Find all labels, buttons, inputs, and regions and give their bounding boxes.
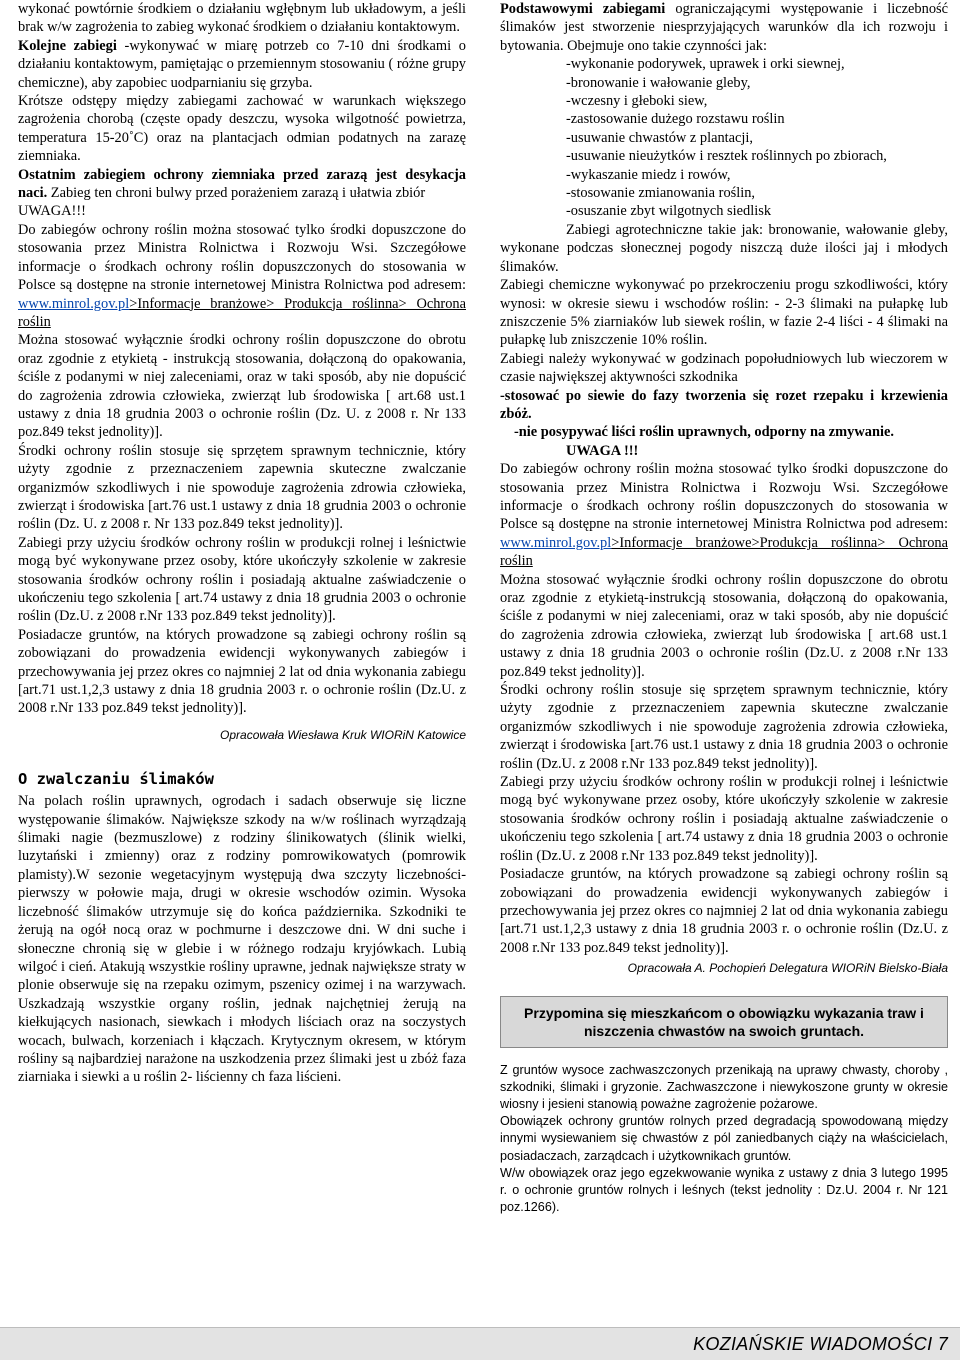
paragraph: [500, 460, 948, 570]
paragraph: Można stosować wyłącznie środki ochrony roślin dopuszczone do obrotu oraz zgodnie z etykietą - instrukcją stosowania, dołączoną do opakowania, ściśle z podanymi w niej zaleceniami, oraz w taki sposób, aby nie dopuścić do zagrożenia zdrowia człowieka, zwierząt lub środowiska [ art.68 ust.1 ustawy z dnia 18 grudnia 2003 o ochronie roślin (Dz. U. z 2008 r. Nr 133 poz.849 tekst jednolity)].: [18, 332, 466, 441]
right-column: [500, 0, 948, 1216]
left-column: [18, 0, 466, 1087]
list-item: -usuwanie nieużytków i resztek roślinnych po zbiorach,: [566, 148, 887, 165]
signature: Opracowała A. Pochopień Delegatura WIORiN Bielsko-Biała: [627, 961, 948, 976]
text: Zabieg ten chroni bulwy przed porażeniem zarazą i ułatwia zbiór: [47, 185, 426, 202]
section-title: O zwalczaniu ślimaków: [18, 770, 214, 789]
bold-instruction: -nie posypywać liści roślin uprawnych, odporny na zmywanie.: [514, 424, 894, 441]
path-text: >Informacje branżowe>Produkcja roślinna> Ochrona roślin: [500, 534, 948, 570]
paragraph: [18, 37, 466, 92]
paragraph: Zabiegi agrotechniczne takie jak: bronowanie, wałowanie gleby, wykonane podczas słonecznej pogody niszczą duże ilości jaj i młodych ślimaków.: [500, 221, 948, 275]
notice-paragraph: W/w obowiązek oraz jego egzekwowanie wynika z ustawy z dnia 3 lutego 1995 r. o ochronie gruntów rolnych i leśnych (tekst jednolity : Dz.U. 2004 r. Nr 121 poz.1266).: [500, 1165, 948, 1215]
list-item: -osuszanie zbyt wilgotnych siedlisk: [566, 203, 772, 220]
minrol-link[interactable]: www.minrol.gov.pl: [18, 295, 130, 312]
paragraph: Zabiegi przy użyciu środków ochrony roślin w produkcji rolnej i leśnictwie mogą być wykonywane przez osoby, które ukończyły szkolenie w zakresie stosowania środków ochrony roślin i posiadają aktualne zaświadczenie o ukończeniu tego szkolenia [ art.74 ustawy z dnia 18 grudnia 2003 o ochronie roślin (Dz.U. z 2008 r.Nr 133 poz.849 tekst jednolity)].: [500, 774, 948, 864]
warning: UWAGA!!!: [18, 203, 86, 220]
paragraph: Można stosować wyłącznie środki ochrony roślin dopuszczone do obrotu oraz zgodnie z etykietą-instrukcją stosowania, dołączoną do opakowania, ściśle z podanymi w niej zaleceniami, oraz w taki sposób, aby nie dopuścić do zagrożenia zdrowia człowieka, zwierząt lub środowiska [ art.68 ust.1 ustawy z dnia 18 grudnia 2003 o ochronie roślin (Dz.U. z 2008 r.Nr 133 poz.849 tekst jednolity)].: [500, 571, 948, 680]
notice-box-body: [500, 1062, 948, 1217]
paragraph: Zabiegi chemiczne wykonywać po przekroczeniu progu szkodliwości, który wynosi: w okresie siewu i wschodów roślin: - 2-3 ślimaki na pułapkę lub zniszczenie 5% ziarniaków lub siewek roślin, w fazie 2-4 liści - 4 ślimaki na pułapkę lub zniszczenie 10% roślin.: [500, 277, 948, 349]
paragraph: Zabiegi przy użyciu środków ochrony roślin w produkcji rolnej i leśnictwie mogą być wykonywane przez osoby, które ukończyły szkolenie w zakresie stosowania środków ochrony roślin i posiadają aktualne zaświadczenie o ukończeniu tego szkolenia [ art.74 ustawy z dnia 18 grudnia 2003 o ochronie roślin (Dz.U. z 2008 r.Nr 133 poz.849 tekst jednolity)].: [18, 534, 466, 625]
paragraph: Posiadacze gruntów, na których prowadzone są zabiegi ochrony roślin są zobowiązani do prowadzenia ewidencji wykonywanych zabiegów i przechowywania jej przez okres co najmniej 2 lat od dnia wykonania zabiegu [art.71 ust.1,2,3 ustawy z dnia 18 grudnia 2003 r. o ochronie roślin (Dz.U. z 2008 r.Nr 133 poz.849 tekst jednolity)].: [500, 866, 948, 956]
notice-paragraph: Obowiązek ochrony gruntów rolnych przed degradacją spowodowaną między innymi wysiewaniem się chwastów z pól zaniedbanych ciąży na właścicielach, posiadaczach, zarządcach i użytkownikach gruntów.: [500, 1114, 948, 1163]
list-item: -usuwanie chwastów z plantacji,: [566, 129, 754, 146]
paragraph: wykonać powtórnie środkiem o działaniu wgłębnym lub układowym, a jeśli brak w/w zagrożenia to zabieg wykonać środkiem o działaniu kontaktowym.: [18, 1, 466, 36]
paragraph: [18, 166, 466, 203]
paragraph: Posiadacze gruntów, na których prowadzone są zabiegi ochrony roślin są zobowiązani do prowadzenia ewidencji wykonywanych zabiegów i przechowywania jej przez okres co najmniej 2 lat od dnia wykonania zabiegu [art.71 ust.1,2,3 ustawy z dnia 18 grudnia 2003 r. o ochronie roślin (Dz.U. z 2008 r.Nr 133 poz.849 tekst jednolity)].: [18, 626, 466, 717]
list-item: -wczesny i głeboki siew,: [566, 93, 708, 110]
text: Do zabiegów ochrony roślin można stosować tylko środki dopuszczone do stosowania przez Ministra Rolnictwa i Rozwoju Wsi. Szczegółowe informacje o środkach ochrony roślin dopuszczonych do stosowania w Polsce są dostępne na stronie internetowej Ministra Rolnictwa pod adresem:: [500, 461, 948, 533]
bold-lead: Ostatnim zabiegiem ochrony ziemniaka przed zarazą jest desykacja naci.: [18, 166, 466, 202]
bold-instruction: -stosować po siewie do fazy tworzenia się rozet rzepaku i krzewienia zbóż.: [500, 387, 948, 422]
notice-box-title: Przypomina się mieszkańcom o obowiązku wykazania traw i niszczenia chwastów na swoich gruntach.: [500, 996, 948, 1048]
list-item: -stosowanie zmianowania roślin,: [566, 185, 756, 202]
paragraph: Krótsze odstępy między zabiegami zachować w warunkach większego zagrożenia chorobą (częste opady deszczu, wysoka wilgotność powietrza, temperatura 15-20˚C) oraz na plantacjach odmian podatnych na zarazę ziemniaka.: [18, 93, 466, 165]
path-text: >Informacje branżowe> Produkcja roślinna> Ochrona roślin: [18, 295, 466, 330]
minrol-link[interactable]: www.minrol.gov.pl: [500, 534, 612, 551]
bold-lead: Kolejne zabiegi: [18, 37, 117, 54]
page-footer: KOZIAŃSKIE WIADOMOŚCI 7: [0, 1327, 960, 1360]
text: ograniczającymi występowanie i liczebność ślimaków jest stworzenie niesprzyjających warunków dla ich rozwoju i bytowania. Obejmuje ono takie czynności jak:: [500, 1, 949, 54]
list-item: -wykonanie podorywek, uprawek i orki siewnej,: [566, 56, 845, 73]
paragraph: [500, 0, 948, 55]
bold-lead: Podstawowymi zabiegami: [500, 1, 666, 17]
paragraph: Zabiegi należy wykonywać w godzinach popołudniowych lub wieczorem w czasie największej aktywności szkodnika: [500, 350, 948, 386]
list-item: -zastosowanie dużego rozstawu roślin: [566, 111, 785, 128]
list-item: -bronowanie i wałowanie gleby,: [566, 74, 751, 91]
text: Do zabiegów ochrony roślin można stosować tylko środki dopuszczone do stosowania przez Ministra Rolnictwa i Rozwoju Wsi. Szczegółowe informacje o środkach ochrony roślin dopuszczonych do stosowania w Polsce są dostępne na stronie internetowej Ministra Rolnictwa pod adresem:: [18, 221, 466, 294]
paragraph: Na polach roślin uprawnych, ogrodach i sadach obserwuje się liczne występowanie ślimaków. Największe szkody na w/w roślinach wyrządzają ślimaki nagie (bezmuszlowe) z rodziny ślinikowatych (ślinik wielki, luzytański i zmienny) oraz z rodziny pomrowikowatych (pomrowik plamisty).W sezonie wegetacyjnym występują dwa szczyty liczebności- pierwszy w połowie maja, drugi w okresie wschodów ozimin. Wysoka liczebność ślimaków utrzymuje się do końca października. Szkodniki te żerują na ogół nocą oraz w pochmurne i deszczowe dni. W dni suche i słoneczne chronią się w glebie i w różnego rodzaju kryjówkach. Lubią wilgoć i cień. Atakują wszystkie rośliny uprawne, jednak największe straty w plonie obserwuje się na rzepaku ozimym, pszenicy ozimej i na warzywach. Uszkadzają wszystkie organy roślin, jednak najchętniej żerują na kiełkujących nasionach, siewkach i młodych liściach oraz na soczystych wocach, bulwach, korzeniach i kłączach. Krytycznym okresem, w którym rośliny są najbardziej narażone na uszkodzenia przez ślimaki jest u zbóż faza ziarniaka i siewki a u roślin 2- liścienny ch faza liścieni.: [18, 793, 466, 1086]
paragraph: Środki ochrony roślin stosuje się sprzętem sprawnym technicznie, który użyty zgodnie z przeznaczeniem zapewnia skuteczne zwalczanie organizmów szkodliwych i nie spowoduje zagrożenia zdrowia człowieka, zwierząt i środowiska [art.76 ust.1 ustawy z dnia 18 grudnia 2003 o ochronie roślin (Dz.U. z 2008 r.Nr 133 poz.849 tekst jednolity)].: [500, 682, 948, 772]
signature: Opracowała Wiesława Kruk WIORiN Katowice: [220, 727, 466, 742]
paragraph: [18, 221, 466, 331]
paragraph: Środki ochrony roślin stosuje się sprzętem sprawnym technicznie, który użyty zgodnie z przeznaczeniem zapewnia skuteczne zwalczanie organizmów szkodliwych i nie spowoduje zagrożenia zdrowia człowieka, zwierząt i środowiska [art.76 ust.1 ustawy z dnia 18 grudnia 2003 o ochronie roślin (Dz. U. z 2008 r. Nr 133 poz.849 tekst jednolity)].: [18, 442, 466, 533]
notice-paragraph: Z gruntów wysoce zachwaszczonych przenikają na uprawy chwasty, choroby , szkodniki, ślimaki i gryzonie. Zachwaszczone i niewykoszone grunty w okresie wiosny i jesieni stanowią poważne zagrożenie pożarowe.: [500, 1062, 948, 1111]
measures-list: [500, 55, 948, 221]
warning: UWAGA !!!: [566, 442, 639, 459]
text: -wykonywać w miarę potrzeb co 7-10 dni środkami o działaniu kontaktowym, pamiętając o przemiennym stosowaniu ( różne grupy chemiczne), aby zapobiec uodparnianiu się grzyba.: [18, 37, 466, 91]
list-item: -wykaszanie miedz i rowów,: [566, 166, 731, 183]
